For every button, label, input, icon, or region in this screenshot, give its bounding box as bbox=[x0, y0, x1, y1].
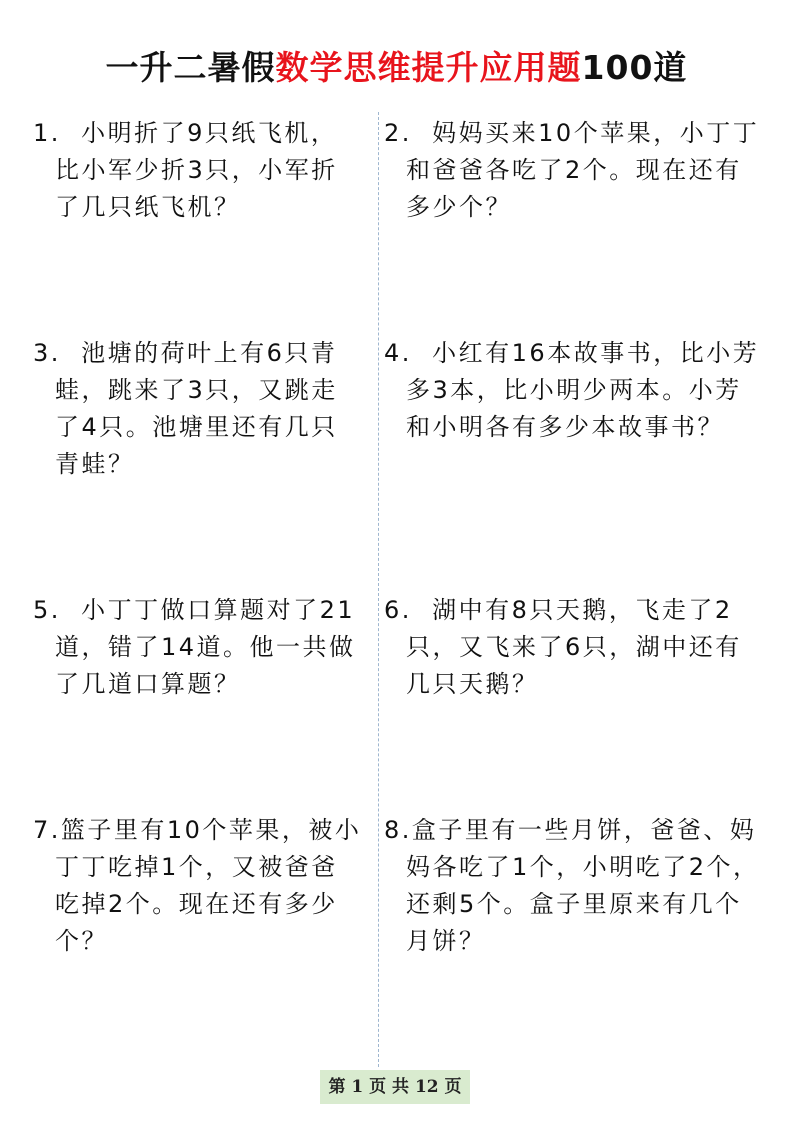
question-text: 1. 小明折了9只纸飞机，比小军少折3只，小军折了几只纸飞机？ bbox=[33, 119, 338, 221]
title-suffix: 100道 bbox=[581, 48, 688, 87]
question-text: 4. 小红有16本故事书，比小芳多3本，比小明少两本。小芳和小明各有多少本故事书？ bbox=[384, 339, 760, 441]
question-text: 7.篮子里有10个苹果，被小丁丁吃掉1个，又被爸爸吃掉2个。现在还有多少个？ bbox=[33, 816, 362, 955]
title-prefix: 一升二暑假 bbox=[105, 48, 276, 87]
page-number-badge: 第 1 页 共 12 页 bbox=[320, 1070, 470, 1104]
question-text: 2. 妈妈买来10个苹果，小丁丁和爸爸各吃了2个。现在还有多少个？ bbox=[384, 119, 760, 221]
question-text: 3. 池塘的荷叶上有6只青蛙，跳来了3只，又跳走了4只。池塘里还有几只青蛙？ bbox=[33, 339, 338, 478]
question-2 bbox=[384, 115, 764, 226]
question-3 bbox=[33, 335, 363, 483]
question-6 bbox=[384, 592, 764, 703]
question-8 bbox=[384, 812, 764, 960]
question-1 bbox=[33, 115, 363, 226]
question-text: 5. 小丁丁做口算题对了21道，错了14道。他一共做了几道口算题？ bbox=[33, 596, 356, 698]
question-text: 8.盒子里有一些月饼，爸爸、妈妈各吃了1个，小明吃了2个，还剩5个。盒子里原来有几个月饼？ bbox=[384, 816, 760, 955]
title-highlight: 数学思维提升应用题 bbox=[275, 48, 582, 87]
question-text: 6. 湖中有8只天鹅，飞走了2只，又飞来了6只，湖中还有几只天鹅？ bbox=[384, 596, 742, 698]
column-divider bbox=[378, 112, 379, 1067]
question-4 bbox=[384, 335, 764, 446]
question-5 bbox=[33, 592, 363, 703]
page-title bbox=[0, 42, 793, 89]
question-7 bbox=[33, 812, 363, 960]
